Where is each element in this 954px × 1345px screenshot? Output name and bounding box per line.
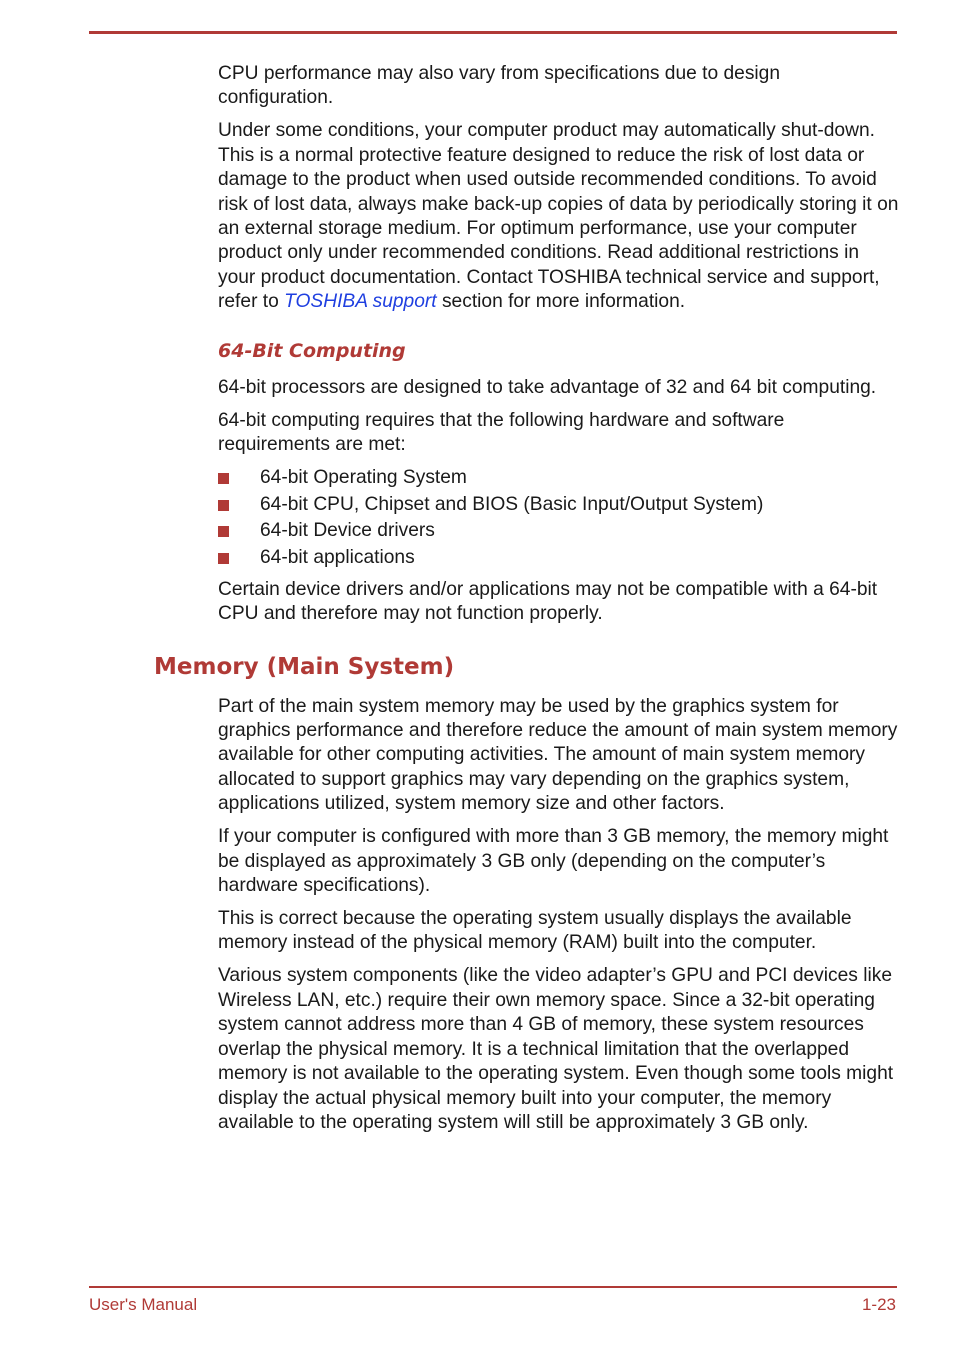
paragraph-3gb-memory: If your computer is configured with more than 3 GB memory, the memory might be displayed as approximately 3 GB only (depending on the computer’s hardware specifications). (218, 826, 889, 897)
paragraph-system-components: Various system components (like the video adapter’s GPU and PCI devices like Wireless LAN, etc.) require their own memory space. Since a 32-bit operating system cannot address more than 4 GB of memory, these system resources overlap the physical memory. It is a technical limitation that the overlapped memory is not available to the operating system. Even though some tools might display the actual physical memory built into your computer, the memory available to the operating system will still be approximately 3 GB only. (218, 965, 894, 1133)
square-bullet-icon (218, 473, 229, 484)
list-item-text: 64-bit CPU, Chipset and BIOS (Basic Input/Output System) (260, 493, 764, 515)
paragraph-cpu-performance: CPU performance may also vary from specifications due to design configuration. (218, 63, 781, 109)
page-content (154, 62, 900, 1144)
square-bullet-icon (218, 500, 229, 511)
list-item (218, 492, 900, 519)
paragraph-shutdown (218, 119, 900, 314)
paragraph-shutdown-tail: section for more information. (436, 291, 686, 313)
section-heading-memory: Memory (Main System) (154, 653, 455, 680)
paragraph-64bit-processors: 64-bit processors are designed to take advantage of 32 and 64 bit computing. (218, 376, 877, 398)
paragraph-available-memory: This is correct because the operating system usually displays the available memory instead of the physical memory (RAM) built into the computer. (218, 908, 852, 954)
square-bullet-icon (218, 526, 229, 537)
list-item (218, 465, 900, 492)
subheading-64bit-computing: 64-Bit Computing (218, 339, 406, 362)
list-item-text: 64-bit Device drivers (260, 520, 435, 542)
paragraph-shutdown-text: Under some conditions, your computer product may automatically shut-down. This is a normal protective feature designed to reduce the risk of lost data or damage to the product when used outside recommended conditions. To avoid risk of lost data, always make back-up copies of data by periodically storing it on an external storage medium. For optimum performance, use your computer product only under recommended conditions. Read additional restrictions in your product documentation. Contact TOSHIBA technical service and support, refer to (218, 120, 899, 313)
footer-rule (89, 1286, 897, 1288)
list-item (218, 518, 900, 545)
requirements-list (218, 465, 900, 572)
paragraph-graphics-memory: Part of the main system memory may be used by the graphics system for graphics performance and therefore reduce the amount of main system memory available for other computing activities. The amount of main system memory allocated to support graphics may vary depending on the graphics system, applications utilized, system memory size and other factors. (218, 695, 898, 815)
footer-manual-title: User's Manual (89, 1295, 198, 1314)
list-item-text: 64-bit Operating System (260, 467, 467, 489)
list-item-text: 64-bit applications (260, 547, 415, 569)
paragraph-64bit-requirements: 64-bit computing requires that the following hardware and software requirements are met: (218, 409, 785, 456)
header-rule (89, 31, 897, 34)
list-item (218, 545, 900, 572)
toshiba-support-link[interactable]: TOSHIBA support (284, 291, 437, 313)
paragraph-compatibility: Certain device drivers and/or applications may not be compatible with a 64-bit CPU and therefore may not function properly. (218, 578, 878, 625)
square-bullet-icon (218, 553, 229, 564)
footer-page-number: 1-23 (861, 1295, 896, 1314)
